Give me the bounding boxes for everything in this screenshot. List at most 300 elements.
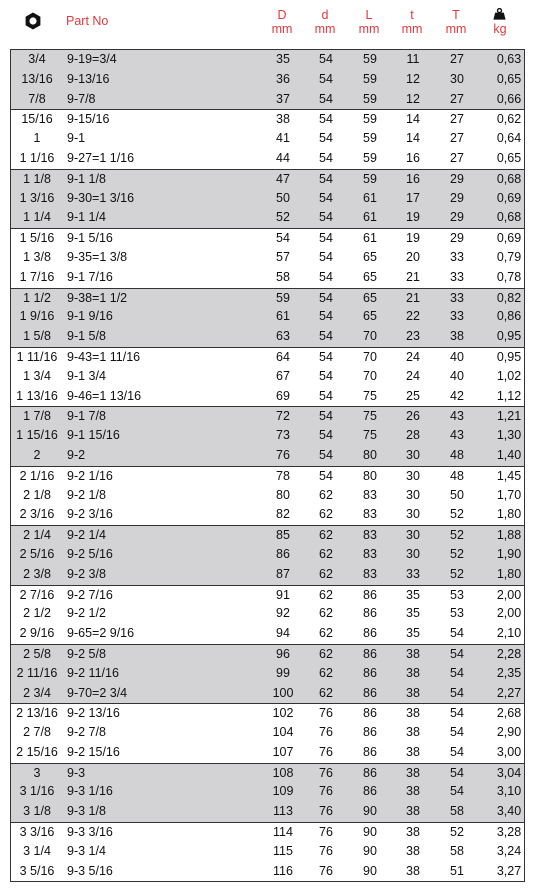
cell-D: 86 — [276, 546, 290, 561]
cell-part-no: 9-1 5/8 — [67, 329, 106, 344]
cell-t: 25 — [406, 388, 420, 403]
cell-t: 38 — [406, 725, 420, 740]
cell-size: 1 15/16 — [16, 428, 58, 443]
cell-T: 53 — [450, 587, 464, 602]
cell-d: 54 — [319, 112, 333, 127]
cell-kg: 3,28 — [496, 825, 522, 840]
cell-size: 2 1/2 — [23, 606, 51, 621]
cell-part-no: 9-2 15/16 — [67, 744, 120, 759]
table-row — [11, 406, 524, 426]
cell-part-no: 9-2 3/8 — [67, 566, 106, 581]
cell-d: 76 — [319, 744, 333, 759]
cell-L: 61 — [363, 231, 377, 246]
cell-t: 38 — [406, 843, 420, 858]
cell-part-no: 9-2 5/8 — [67, 646, 106, 661]
cell-size: 1 1/16 — [19, 150, 55, 165]
table-row — [11, 486, 524, 506]
cell-kg: 2,28 — [496, 646, 522, 661]
cell-kg: 1,12 — [496, 388, 522, 403]
cell-t: 28 — [406, 428, 420, 443]
cell-kg: 3,27 — [496, 863, 522, 878]
cell-T: 27 — [450, 112, 464, 127]
cell-T: 29 — [450, 231, 464, 246]
cell-D: 47 — [276, 171, 290, 186]
cell-D: 91 — [276, 587, 290, 602]
cell-L: 80 — [363, 447, 377, 462]
cell-t: 38 — [406, 706, 420, 721]
cell-L: 86 — [363, 665, 377, 680]
cell-t: 20 — [406, 249, 420, 264]
table-row — [11, 624, 524, 644]
cell-size: 1 9/16 — [19, 309, 55, 324]
cell-D: 37 — [276, 91, 290, 106]
cell-L: 65 — [363, 269, 377, 284]
cell-size: 1 5/8 — [23, 329, 51, 344]
cell-D: 113 — [273, 804, 293, 819]
table-row — [11, 723, 524, 743]
cell-part-no: 9-19=3/4 — [67, 52, 117, 66]
cell-size: 2 3/16 — [19, 507, 55, 522]
cell-t: 21 — [406, 290, 420, 305]
cell-T: 50 — [450, 487, 464, 502]
cell-T: 58 — [450, 804, 464, 819]
cell-D: 59 — [276, 290, 290, 305]
cell-T: 27 — [450, 150, 464, 165]
table-row — [11, 585, 524, 605]
cell-T: 54 — [450, 706, 464, 721]
cell-size: 2 13/16 — [16, 706, 58, 721]
table-row — [11, 347, 524, 367]
cell-T: 27 — [450, 131, 464, 146]
cell-kg: 0,95 — [496, 349, 522, 364]
cell-T: 52 — [450, 507, 464, 522]
cell-L: 86 — [363, 626, 377, 641]
weight-icon — [493, 8, 506, 20]
cell-D: 41 — [276, 131, 290, 146]
cell-L: 90 — [363, 863, 377, 878]
table-row — [11, 70, 524, 90]
cell-size: 2 1/16 — [19, 468, 55, 483]
cell-d: 76 — [319, 804, 333, 819]
cell-kg: 2,10 — [496, 626, 522, 641]
cell-L: 70 — [363, 368, 377, 383]
cell-part-no: 9-2 1/16 — [67, 468, 113, 483]
cell-d: 54 — [319, 269, 333, 284]
cell-t: 30 — [406, 468, 420, 483]
cell-t: 35 — [406, 626, 420, 641]
cell-size: 1 1/4 — [23, 210, 51, 225]
cell-L: 80 — [363, 468, 377, 483]
cell-L: 75 — [363, 409, 377, 424]
cell-L: 86 — [363, 725, 377, 740]
cell-d: 62 — [319, 665, 333, 680]
cell-part-no: 9-70=2 3/4 — [67, 685, 128, 700]
cell-size: 1 13/16 — [16, 388, 58, 403]
cell-D: 109 — [272, 784, 294, 799]
table-row — [11, 288, 524, 308]
cell-kg: 2,35 — [496, 665, 522, 680]
cell-size: 2 1/4 — [23, 528, 51, 543]
cell-L: 90 — [363, 843, 377, 858]
cell-d: 54 — [319, 52, 333, 66]
cell-size: 1 — [33, 131, 41, 146]
cell-t: 30 — [406, 546, 420, 561]
cell-D: 61 — [276, 309, 290, 324]
cell-d: 76 — [319, 765, 333, 780]
cell-d: 54 — [319, 171, 333, 186]
cell-D: 76 — [276, 447, 290, 462]
cell-part-no: 9-30=1 3/16 — [67, 190, 135, 205]
cell-L: 70 — [363, 329, 377, 344]
cell-kg: 2,00 — [496, 606, 522, 621]
cell-L: 75 — [363, 428, 377, 443]
cell-part-no: 9-3 — [67, 765, 86, 780]
cell-D: 35 — [276, 52, 290, 66]
cell-T: 48 — [450, 468, 464, 483]
table-row — [11, 268, 524, 288]
header-col-d: d mm — [314, 8, 336, 36]
cell-part-no: 9-1 3/4 — [67, 368, 106, 383]
cell-L: 75 — [363, 388, 377, 403]
table-row — [11, 387, 524, 407]
cell-part-no: 9-2 11/16 — [67, 665, 119, 680]
cell-d: 54 — [319, 447, 333, 462]
cell-T: 54 — [450, 784, 464, 799]
cell-part-no: 9-27=1 1/16 — [67, 150, 135, 165]
cell-T: 54 — [450, 725, 464, 740]
cell-T: 52 — [450, 825, 464, 840]
cell-size: 1 7/8 — [23, 409, 51, 424]
table-row — [11, 208, 524, 228]
cell-L: 59 — [363, 91, 377, 106]
cell-kg: 1,80 — [496, 566, 522, 581]
cell-size: 1 7/16 — [19, 269, 55, 284]
cell-L: 86 — [363, 784, 377, 799]
cell-D: 63 — [276, 329, 290, 344]
cell-size: 3 1/8 — [23, 804, 51, 819]
cell-kg: 1,45 — [496, 468, 522, 483]
cell-t: 33 — [406, 566, 420, 581]
cell-kg: 2,90 — [496, 725, 522, 740]
cell-D: 72 — [276, 409, 290, 424]
cell-size: 1 3/8 — [23, 249, 51, 264]
cell-size: 2 9/16 — [19, 626, 55, 641]
cell-size: 2 3/8 — [23, 566, 51, 581]
cell-T: 54 — [450, 665, 464, 680]
cell-kg: 0,64 — [496, 131, 522, 146]
table-row — [11, 90, 524, 110]
cell-D: 57 — [276, 249, 290, 264]
cell-t: 26 — [406, 409, 420, 424]
cell-D: 73 — [276, 428, 290, 443]
cell-size: 7/8 — [28, 91, 46, 106]
cell-T: 54 — [450, 626, 464, 641]
cell-t: 21 — [406, 269, 420, 284]
cell-size: 3 3/16 — [19, 825, 55, 840]
cell-T: 52 — [450, 546, 464, 561]
cell-d: 54 — [319, 428, 333, 443]
cell-kg: 1,90 — [496, 546, 522, 561]
cell-d: 54 — [319, 91, 333, 106]
cell-kg: 3,00 — [496, 744, 522, 759]
cell-t: 17 — [406, 190, 420, 205]
cell-T: 38 — [450, 329, 464, 344]
cell-L: 59 — [363, 171, 377, 186]
cell-kg: 2,27 — [496, 685, 522, 700]
cell-L: 59 — [363, 52, 377, 66]
cell-part-no: 9-1 1/8 — [67, 171, 106, 186]
cell-D: 116 — [273, 863, 293, 878]
cell-D: 58 — [276, 269, 290, 284]
cell-kg: 3,04 — [496, 765, 522, 780]
table-row — [11, 644, 524, 664]
cell-d: 62 — [319, 528, 333, 543]
cell-part-no: 9-1 9/16 — [67, 309, 113, 324]
cell-kg: 1,02 — [496, 368, 522, 383]
cell-size: 3 1/16 — [19, 784, 55, 799]
cell-T: 52 — [450, 528, 464, 543]
cell-t: 16 — [406, 171, 420, 186]
cell-t: 38 — [406, 863, 420, 878]
cell-t: 38 — [406, 825, 420, 840]
cell-part-no: 9-3 1/4 — [67, 843, 106, 858]
cell-t: 38 — [406, 804, 420, 819]
cell-D: 102 — [272, 706, 294, 721]
cell-D: 85 — [276, 528, 290, 543]
cell-D: 104 — [272, 725, 294, 740]
cell-D: 82 — [276, 507, 290, 522]
cell-kg: 2,00 — [496, 587, 522, 602]
cell-L: 65 — [363, 249, 377, 264]
cell-kg: 0,68 — [496, 171, 522, 186]
cell-d: 54 — [319, 290, 333, 305]
cell-D: 64 — [276, 349, 290, 364]
cell-part-no: 9-2 7/16 — [67, 587, 113, 602]
cell-T: 54 — [450, 685, 464, 700]
table-row — [11, 248, 524, 268]
cell-kg: 0,68 — [496, 210, 522, 225]
cell-kg: 0,79 — [496, 249, 522, 264]
cell-L: 59 — [363, 150, 377, 165]
cell-kg: 0,82 — [496, 290, 522, 305]
cell-t: 16 — [406, 150, 420, 165]
cell-T: 29 — [450, 210, 464, 225]
cell-T: 33 — [450, 249, 464, 264]
cell-t: 38 — [406, 665, 420, 680]
table-row — [11, 525, 524, 545]
cell-L: 65 — [363, 309, 377, 324]
cell-part-no: 9-1 5/16 — [67, 231, 113, 246]
table-row — [11, 50, 524, 70]
cell-kg: 1,88 — [496, 528, 522, 543]
cell-size: 1 5/16 — [19, 231, 55, 246]
cell-T: 54 — [450, 744, 464, 759]
cell-t: 12 — [406, 91, 420, 106]
cell-L: 86 — [363, 587, 377, 602]
cell-D: 54 — [276, 231, 290, 246]
cell-part-no: 9-3 1/16 — [67, 784, 113, 799]
cell-d: 62 — [319, 487, 333, 502]
cell-d: 54 — [319, 388, 333, 403]
cell-size: 2 5/8 — [23, 646, 51, 661]
cell-D: 80 — [276, 487, 290, 502]
cell-size: 1 3/4 — [23, 368, 51, 383]
cell-part-no: 9-38=1 1/2 — [67, 290, 128, 305]
cell-D: 115 — [273, 843, 293, 858]
cell-part-no: 9-2 3/16 — [67, 507, 113, 522]
cell-t: 24 — [406, 368, 420, 383]
cell-L: 59 — [363, 112, 377, 127]
cell-T: 43 — [450, 428, 464, 443]
cell-L: 90 — [363, 825, 377, 840]
cell-kg: 0,86 — [496, 309, 522, 324]
header-col-kg: kg — [493, 22, 507, 36]
cell-t: 38 — [406, 685, 420, 700]
cell-kg: 1,30 — [496, 428, 522, 443]
cell-part-no: 9-46=1 13/16 — [67, 388, 142, 403]
cell-t: 14 — [406, 112, 420, 127]
cell-kg: 0,69 — [496, 190, 522, 205]
cell-kg: 0,62 — [496, 112, 522, 127]
cell-size: 2 1/8 — [23, 487, 51, 502]
cell-d: 62 — [319, 646, 333, 661]
spec-table — [10, 49, 525, 882]
cell-d: 76 — [319, 843, 333, 858]
table-row — [11, 763, 524, 783]
cell-L: 65 — [363, 290, 377, 305]
cell-T: 42 — [450, 388, 464, 403]
cell-t: 22 — [406, 309, 420, 324]
cell-L: 90 — [363, 804, 377, 819]
cell-d: 76 — [319, 725, 333, 740]
cell-D: 38 — [276, 112, 290, 127]
cell-d: 62 — [319, 566, 333, 581]
cell-part-no: 9-1 1/4 — [67, 210, 106, 225]
cell-size: 2 5/16 — [19, 546, 55, 561]
cell-part-no: 9-2 5/16 — [67, 546, 113, 561]
cell-part-no: 9-3 1/8 — [67, 804, 106, 819]
cell-T: 54 — [450, 765, 464, 780]
cell-kg: 0,65 — [496, 71, 522, 86]
cell-t: 38 — [406, 646, 420, 661]
table-row — [11, 822, 524, 842]
cell-part-no: 9-43=1 11/16 — [67, 349, 141, 364]
cell-d: 62 — [319, 546, 333, 561]
cell-D: 67 — [276, 368, 290, 383]
table-row — [11, 129, 524, 149]
cell-d: 54 — [319, 150, 333, 165]
table-row — [11, 466, 524, 486]
cell-T: 51 — [450, 863, 464, 878]
cell-size: 2 3/4 — [23, 685, 51, 700]
cell-size: 13/16 — [21, 71, 53, 86]
cell-size: 3 — [33, 765, 41, 780]
cell-t: 30 — [406, 507, 420, 522]
cell-d: 62 — [319, 587, 333, 602]
cell-part-no: 9-2 — [67, 447, 86, 462]
cell-t: 19 — [406, 231, 420, 246]
table-row — [11, 367, 524, 387]
cell-t: 35 — [406, 587, 420, 602]
cell-D: 99 — [276, 665, 290, 680]
cell-d: 54 — [319, 468, 333, 483]
cell-L: 86 — [363, 685, 377, 700]
cell-T: 33 — [450, 309, 464, 324]
cell-T: 30 — [450, 71, 464, 86]
cell-T: 52 — [450, 566, 464, 581]
cell-kg: 0,65 — [496, 150, 522, 165]
cell-T: 27 — [450, 52, 464, 66]
cell-kg: 1,70 — [496, 487, 522, 502]
cell-T: 58 — [450, 843, 464, 858]
table-row — [11, 604, 524, 624]
cell-size: 2 — [33, 447, 41, 462]
cell-T: 40 — [450, 349, 464, 364]
cell-L: 59 — [363, 131, 377, 146]
table-row — [11, 109, 524, 129]
cell-L: 86 — [363, 765, 377, 780]
cell-d: 62 — [319, 507, 333, 522]
cell-t: 38 — [406, 784, 420, 799]
table-row — [11, 169, 524, 189]
cell-part-no: 9-2 13/16 — [67, 706, 120, 721]
cell-kg: 1,40 — [496, 447, 522, 462]
cell-d: 54 — [319, 309, 333, 324]
cell-size: 1 1/8 — [23, 171, 51, 186]
cell-D: 94 — [276, 626, 290, 641]
cell-T: 29 — [450, 171, 464, 186]
cell-D: 107 — [272, 744, 294, 759]
cell-kg: 0,95 — [496, 329, 522, 344]
hexagon-nut-icon — [24, 12, 42, 30]
cell-kg: 3,40 — [496, 804, 522, 819]
cell-size: 2 7/16 — [19, 587, 55, 602]
cell-size: 1 3/16 — [19, 190, 55, 205]
cell-t: 30 — [406, 447, 420, 462]
cell-d: 54 — [319, 190, 333, 205]
header-part-no: Part No — [66, 14, 109, 28]
cell-d: 62 — [319, 685, 333, 700]
cell-d: 54 — [319, 329, 333, 344]
header-col-L: L mm — [358, 8, 380, 36]
table-row — [11, 149, 524, 169]
cell-size: 1 11/16 — [16, 349, 58, 364]
cell-part-no: 9-7/8 — [67, 91, 96, 106]
cell-d: 62 — [319, 626, 333, 641]
cell-D: 69 — [276, 388, 290, 403]
table-row — [11, 446, 524, 466]
cell-D: 50 — [276, 190, 290, 205]
cell-d: 54 — [319, 231, 333, 246]
table-row — [11, 802, 524, 822]
cell-T: 48 — [450, 447, 464, 462]
cell-size: 15/16 — [21, 112, 53, 127]
cell-T: 33 — [450, 290, 464, 305]
cell-t: 35 — [406, 606, 420, 621]
table-row — [11, 565, 524, 585]
cell-L: 83 — [363, 546, 377, 561]
cell-T: 40 — [450, 368, 464, 383]
cell-size: 3 1/4 — [23, 843, 51, 858]
cell-part-no: 9-35=1 3/8 — [67, 249, 128, 264]
cell-T: 29 — [450, 190, 464, 205]
cell-t: 38 — [406, 744, 420, 759]
cell-kg: 1,80 — [496, 507, 522, 522]
table-row — [11, 189, 524, 209]
table-header — [0, 0, 533, 44]
cell-part-no: 9-13/16 — [67, 71, 110, 86]
cell-size: 2 15/16 — [16, 744, 58, 759]
